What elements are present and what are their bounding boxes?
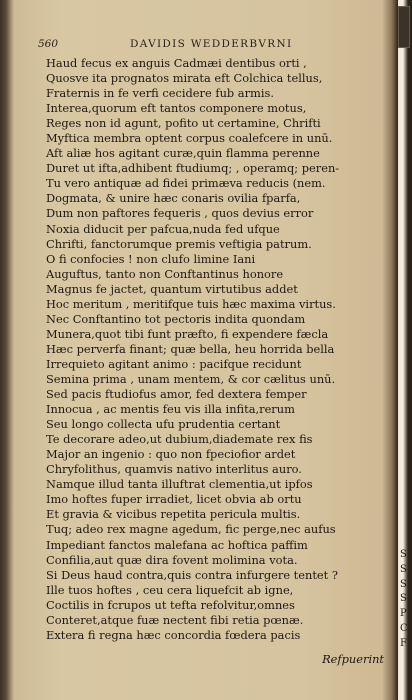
- poem-line: Te decorare adeo,ut dubium,diademate rex fis: [46, 432, 313, 447]
- poem-line: Chryfolithus, quamvis nativo interlitus auro.: [46, 462, 302, 477]
- poem-line: Extera fi regna hæc concordia fœdera pacis: [46, 627, 301, 642]
- poem-line: Dum non paftores fequeris , quos devius error: [46, 206, 314, 221]
- poem-line: Hæc perverfa finant; quæ bella, heu horrida bella: [46, 341, 335, 356]
- edge-letter: S: [400, 593, 407, 605]
- poem-line: Et gravia & vicibus repetita pericula multis.: [46, 507, 301, 522]
- running-title: DAVIDIS WEDDERBVRNI: [130, 38, 293, 50]
- poem-text: [46, 56, 394, 643]
- edge-letter: P: [400, 608, 407, 620]
- poem-line: Fraternis in fe verfi cecidere fub armis.: [46, 86, 274, 101]
- poem-line: Major an ingenio : quo non fpeciofior ardet: [46, 447, 296, 462]
- poem-line: Hoc meritum , meritifque tuis hæc maxima virtus.: [46, 296, 336, 311]
- poem-line: Imo hoftes fuper irradiet, licet obvia ab ortu: [46, 492, 302, 507]
- poem-line: Semina prima , unam mentem, & cor cælitus unū.: [46, 371, 336, 386]
- poem-line: Conteret,atque fuæ nectent fibi retia pœnæ.: [46, 612, 304, 627]
- poem-line: Noxia diducit per pafcua,nuda fed ufque: [46, 221, 280, 236]
- poem-line: Tu vero antiquæ ad fidei primæva reducis (nem.: [46, 176, 326, 191]
- poem-line: Nec Conftantino tot pectoris indita quondam: [46, 311, 306, 326]
- poem-line: Myftica membra optent corpus coalefcere in unū.: [46, 131, 333, 146]
- poem-line: Munera,quot tibi funt præfto, fi expendere fæcla: [46, 326, 329, 341]
- poem-line: Haud fecus ex anguis Cadmæi dentibus orti ,: [46, 56, 307, 70]
- poem-line: Irrequieto agitant animo : pacifque recidunt: [46, 356, 302, 371]
- poem-line: Si Deus haud contra,quis contra infurgere tentet ?: [46, 567, 338, 582]
- poem-line: Innocua , ac mentis feu vis illa infita,rerum: [46, 402, 295, 417]
- poem-line: Coctilis in fcrupos ut tefta refolvitur,omnes: [46, 597, 295, 612]
- poem-line: Impediant fanctos malefana ac hoftica paffim: [46, 537, 308, 552]
- page-tab: [398, 6, 410, 48]
- poem-line: Chrifti, fanctorumque premis veftigia patrum.: [46, 236, 312, 251]
- poem-line: Ille tuos hoftes , ceu cera liquefcit ab igne,: [46, 582, 294, 597]
- poem-line: Tuq; adeo rex magne agedum, fic perge,nec aufus: [46, 522, 336, 537]
- poem-line: Reges non id agunt, pofito ut certamine, Chrifti: [46, 116, 321, 131]
- poem-line: Auguftus, tanto non Conftantinus honore: [46, 266, 284, 281]
- poem-line: Dogmata, & unire hæc conaris ovilia fparfa,: [46, 191, 301, 206]
- edge-letter: F: [400, 637, 407, 649]
- poem-line: Confilia,aut quæ dira fovent molimina vota.: [46, 552, 298, 567]
- poem-line: Interea,quorum eft tantos componere motus,: [46, 101, 307, 116]
- poem-line: Quosve ita prognatos mirata eft Colchica tellus,: [46, 71, 323, 86]
- poem-line: Sed pacis ftudiofus amor, fed dextera femper: [46, 387, 307, 402]
- facing-page-letters: [400, 548, 410, 652]
- facing-page-edge: [398, 0, 412, 700]
- poem-line: Namque illud tanta illuftrat clementia,ut ipfos: [46, 477, 313, 492]
- poem-line: Seu longo collecta ufu prudentia certant: [46, 417, 281, 432]
- book-page: [10, 0, 392, 700]
- edge-letter: S: [400, 578, 407, 590]
- poem-line: O fi confocies ! non clufo limine Iani: [46, 251, 256, 266]
- poem-line: Magnus fe jactet, quantum virtutibus addet: [46, 281, 298, 296]
- page-header: [38, 38, 388, 54]
- edge-letter: S: [400, 563, 407, 575]
- page-number: 560: [38, 38, 59, 50]
- edge-letter: S: [400, 549, 407, 560]
- poem-line: Duret ut ifta,adhibent ftudiumq; , operamq; peren-: [46, 161, 340, 176]
- poem-line: Aft aliæ hos agitant curæ,quin flamma perenne: [46, 146, 320, 161]
- edge-letter: C: [400, 622, 408, 634]
- catchword: Refpuerint: [322, 652, 384, 666]
